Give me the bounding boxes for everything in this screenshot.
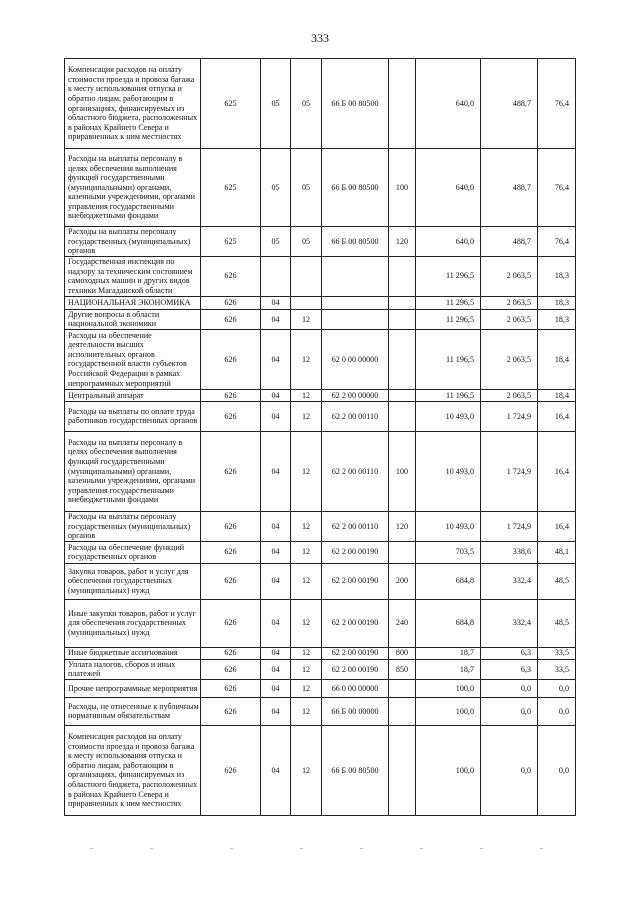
table-row <box>65 563 576 599</box>
table-row <box>65 256 576 296</box>
row-exec: 0,0 <box>481 697 538 725</box>
bottom-scan-noise <box>0 848 640 852</box>
row-rz: 04 <box>261 296 291 309</box>
row-plan: 11 196,5 <box>416 389 481 401</box>
row-rz <box>261 256 291 296</box>
row-plan: 10 493,0 <box>416 431 481 511</box>
row-plan: 10 493,0 <box>416 511 481 541</box>
row-ved: 626 <box>201 389 261 401</box>
row-exec: 1 724,9 <box>481 401 538 431</box>
row-name: Иные закупки товаров, работ и услуг для обеспечения государственных (муниципальных) нужд <box>65 599 201 647</box>
row-exec: 338,6 <box>481 541 538 563</box>
row-vr <box>389 697 416 725</box>
table-row <box>65 329 576 389</box>
row-csr: 66 Б 00 00000 <box>322 697 389 725</box>
row-vr: 200 <box>389 563 416 599</box>
row-name: Расходы на выплаты персоналу в целях обеспечения выполнения функций государственными (муниципальными) органами, казенными учреждениями, органами управления государственными внебюджетными фондами <box>65 149 201 227</box>
row-csr: 66 Б 00 80500 <box>322 59 389 149</box>
row-rz: 04 <box>261 389 291 401</box>
table-row <box>65 401 576 431</box>
row-ved: 625 <box>201 149 261 227</box>
table-row <box>65 679 576 697</box>
row-csr: 62 2 00 00190 <box>322 541 389 563</box>
row-rz: 04 <box>261 541 291 563</box>
row-ved: 625 <box>201 59 261 149</box>
row-pct: 18,4 <box>538 389 576 401</box>
row-name: Другие вопросы в области национальной экономики <box>65 309 201 329</box>
row-vr <box>389 329 416 389</box>
row-pr: 12 <box>291 389 322 401</box>
row-vr <box>389 389 416 401</box>
row-pr: 12 <box>291 329 322 389</box>
row-ved: 626 <box>201 697 261 725</box>
row-plan: 100,0 <box>416 679 481 697</box>
row-rz: 04 <box>261 647 291 659</box>
table-row <box>65 309 576 329</box>
row-csr: 62 2 00 00190 <box>322 563 389 599</box>
row-plan: 10 493,0 <box>416 401 481 431</box>
row-name: Расходы на обеспечение функций государственных органов <box>65 541 201 563</box>
row-exec: 2 063,5 <box>481 389 538 401</box>
row-exec: 332,4 <box>481 563 538 599</box>
row-plan: 703,5 <box>416 541 481 563</box>
row-rz: 04 <box>261 725 291 815</box>
table-row <box>65 59 576 149</box>
row-plan: 684,8 <box>416 563 481 599</box>
table-row <box>65 659 576 679</box>
row-rz: 04 <box>261 563 291 599</box>
row-exec: 488,7 <box>481 59 538 149</box>
row-name: Иные бюджетные ассигнования <box>65 647 201 659</box>
row-vr: 120 <box>389 511 416 541</box>
row-plan: 11 296,5 <box>416 256 481 296</box>
row-ved: 626 <box>201 309 261 329</box>
row-rz: 04 <box>261 401 291 431</box>
row-pr: 12 <box>291 659 322 679</box>
row-pct: 18,3 <box>538 309 576 329</box>
row-plan: 18,7 <box>416 659 481 679</box>
row-vr: 800 <box>389 647 416 659</box>
row-csr: 62 2 00 00110 <box>322 511 389 541</box>
table-row <box>65 599 576 647</box>
row-csr: 62 2 00 00190 <box>322 659 389 679</box>
row-vr <box>389 401 416 431</box>
row-plan: 640,0 <box>416 227 481 257</box>
page-number: 333 <box>311 31 329 45</box>
row-pct: 0,0 <box>538 679 576 697</box>
row-vr <box>389 59 416 149</box>
row-ved: 626 <box>201 659 261 679</box>
row-rz: 04 <box>261 431 291 511</box>
table-row <box>65 389 576 401</box>
row-name: Расходы, не отнесенные к публичным нормативным обязательствам <box>65 697 201 725</box>
row-pr: 05 <box>291 59 322 149</box>
row-exec: 1 724,9 <box>481 511 538 541</box>
row-pct: 48,5 <box>538 563 576 599</box>
row-csr: 62 2 00 00190 <box>322 599 389 647</box>
row-ved: 626 <box>201 296 261 309</box>
row-exec: 0,0 <box>481 679 538 697</box>
row-csr: 62 2 00 00000 <box>322 389 389 401</box>
row-vr <box>389 679 416 697</box>
table-row <box>65 541 576 563</box>
row-name: Государственная инспекция по надзору за техническим состоянием самоходных машин и других видов техники Магаданской области <box>65 256 201 296</box>
row-rz: 04 <box>261 697 291 725</box>
row-name: Расходы на выплаты персоналу в целях обеспечения выполнения функций государственными (муниципальными) органами, казенными учреждениями, органами управления государственными внебюджетными фондами <box>65 431 201 511</box>
row-rz: 05 <box>261 227 291 257</box>
row-pct: 18,3 <box>538 256 576 296</box>
row-ved: 626 <box>201 256 261 296</box>
row-exec: 2 063,5 <box>481 256 538 296</box>
row-pr: 12 <box>291 309 322 329</box>
row-rz: 04 <box>261 511 291 541</box>
row-vr <box>389 256 416 296</box>
table-row <box>65 511 576 541</box>
table-row <box>65 697 576 725</box>
row-ved: 626 <box>201 329 261 389</box>
row-pct: 33,5 <box>538 647 576 659</box>
row-vr <box>389 725 416 815</box>
row-ved: 626 <box>201 563 261 599</box>
row-csr: 66 Б 00 80500 <box>322 227 389 257</box>
row-csr: 62 2 00 00110 <box>322 401 389 431</box>
table-row <box>65 227 576 257</box>
row-vr: 100 <box>389 149 416 227</box>
row-csr: 66 0 00 00000 <box>322 679 389 697</box>
row-vr <box>389 309 416 329</box>
budget-table <box>64 58 576 816</box>
row-ved: 626 <box>201 599 261 647</box>
row-csr <box>322 256 389 296</box>
row-rz: 05 <box>261 59 291 149</box>
row-pct: 0,0 <box>538 725 576 815</box>
row-ved: 626 <box>201 511 261 541</box>
row-pr: 05 <box>291 227 322 257</box>
row-plan: 11 196,5 <box>416 329 481 389</box>
row-exec: 0,0 <box>481 725 538 815</box>
row-ved: 626 <box>201 431 261 511</box>
row-name: Расходы на обеспечение деятельности высших исполнительных органов государственной власти субъектов Российской Федерации в рамках непрограммных мероприятий <box>65 329 201 389</box>
row-exec: 1 724,9 <box>481 431 538 511</box>
table-row <box>65 647 576 659</box>
row-vr: 850 <box>389 659 416 679</box>
row-name: Прочие непрограммные мероприятия <box>65 679 201 697</box>
row-vr: 120 <box>389 227 416 257</box>
row-vr: 100 <box>389 431 416 511</box>
row-vr <box>389 296 416 309</box>
table-row <box>65 149 576 227</box>
row-pct: 48,5 <box>538 599 576 647</box>
row-pr: 12 <box>291 647 322 659</box>
row-pct: 18,3 <box>538 296 576 309</box>
row-pct: 33,5 <box>538 659 576 679</box>
table-row <box>65 431 576 511</box>
row-pr: 12 <box>291 679 322 697</box>
row-name: Расходы на выплаты персоналу государственных (муниципальных) органов <box>65 227 201 257</box>
row-pct: 16,4 <box>538 401 576 431</box>
row-name: Закупка товаров, работ и услуг для обеспечения государственных (муниципальных) нужд <box>65 563 201 599</box>
row-exec: 2 063,5 <box>481 309 538 329</box>
row-pct: 76,4 <box>538 149 576 227</box>
row-plan: 100,0 <box>416 697 481 725</box>
row-pr: 05 <box>291 149 322 227</box>
row-plan: 684,8 <box>416 599 481 647</box>
row-pr: 12 <box>291 401 322 431</box>
row-pr: 12 <box>291 511 322 541</box>
row-rz: 04 <box>261 599 291 647</box>
row-exec: 488,7 <box>481 227 538 257</box>
row-name: Центральный аппарат <box>65 389 201 401</box>
row-ved: 626 <box>201 401 261 431</box>
row-csr: 66 Б 00 80500 <box>322 725 389 815</box>
row-ved: 626 <box>201 647 261 659</box>
row-pr: 12 <box>291 431 322 511</box>
row-vr: 240 <box>389 599 416 647</box>
row-pct: 0,0 <box>538 697 576 725</box>
row-plan: 18,7 <box>416 647 481 659</box>
row-pr: 12 <box>291 541 322 563</box>
row-pct: 16,4 <box>538 431 576 511</box>
row-csr: 62 2 00 00110 <box>322 431 389 511</box>
table-row <box>65 725 576 815</box>
row-pr <box>291 256 322 296</box>
row-pct: 76,4 <box>538 227 576 257</box>
row-pr <box>291 296 322 309</box>
row-pr: 12 <box>291 599 322 647</box>
row-plan: 11 296,5 <box>416 309 481 329</box>
row-rz: 04 <box>261 679 291 697</box>
row-pct: 16,4 <box>538 511 576 541</box>
row-exec: 6,3 <box>481 647 538 659</box>
row-ved: 626 <box>201 679 261 697</box>
row-name: Расходы на выплаты по оплате труда работников государственных органов <box>65 401 201 431</box>
row-csr: 66 Б 00 80500 <box>322 149 389 227</box>
row-plan: 640,0 <box>416 149 481 227</box>
row-rz: 05 <box>261 149 291 227</box>
row-name: НАЦИОНАЛЬНАЯ ЭКОНОМИКА <box>65 296 201 309</box>
row-ved: 626 <box>201 541 261 563</box>
row-rz: 04 <box>261 659 291 679</box>
row-plan: 640,0 <box>416 59 481 149</box>
row-csr <box>322 296 389 309</box>
row-exec: 332,4 <box>481 599 538 647</box>
row-name: Компенсация расходов на оплату стоимости проезда и провоза багажа к месту использования отпуска и обратно лицам, работающим в организациях, финансируемых из областного бюджета, расположенных в районах Крайнего Севера и приравненных к ним местностях <box>65 59 201 149</box>
row-exec: 6,3 <box>481 659 538 679</box>
row-name: Уплата налогов, сборов и иных платежей <box>65 659 201 679</box>
row-pct: 18,4 <box>538 329 576 389</box>
row-pr: 12 <box>291 563 322 599</box>
row-name: Расходы на выплаты персоналу государственных (муниципальных) органов <box>65 511 201 541</box>
row-name: Компенсация расходов на оплату стоимости проезда и провоза багажа к месту использования отпуска и обратно лицам, работающим в организациях, финансируемых из областного бюджета, расположенных в районах Крайнего Севера и приравненных к ним местностях <box>65 725 201 815</box>
row-csr: 62 0 00 00000 <box>322 329 389 389</box>
row-exec: 2 063,5 <box>481 296 538 309</box>
row-pr: 12 <box>291 725 322 815</box>
row-csr <box>322 309 389 329</box>
row-csr: 62 2 00 00190 <box>322 647 389 659</box>
row-ved: 625 <box>201 227 261 257</box>
row-plan: 11 296,5 <box>416 296 481 309</box>
table-row <box>65 296 576 309</box>
row-pct: 76,4 <box>538 59 576 149</box>
row-exec: 2 063,5 <box>481 329 538 389</box>
row-ved: 626 <box>201 725 261 815</box>
row-pct: 48,1 <box>538 541 576 563</box>
row-pr: 12 <box>291 697 322 725</box>
row-vr <box>389 541 416 563</box>
row-exec: 488,7 <box>481 149 538 227</box>
row-rz: 04 <box>261 309 291 329</box>
row-plan: 100,0 <box>416 725 481 815</box>
row-rz: 04 <box>261 329 291 389</box>
